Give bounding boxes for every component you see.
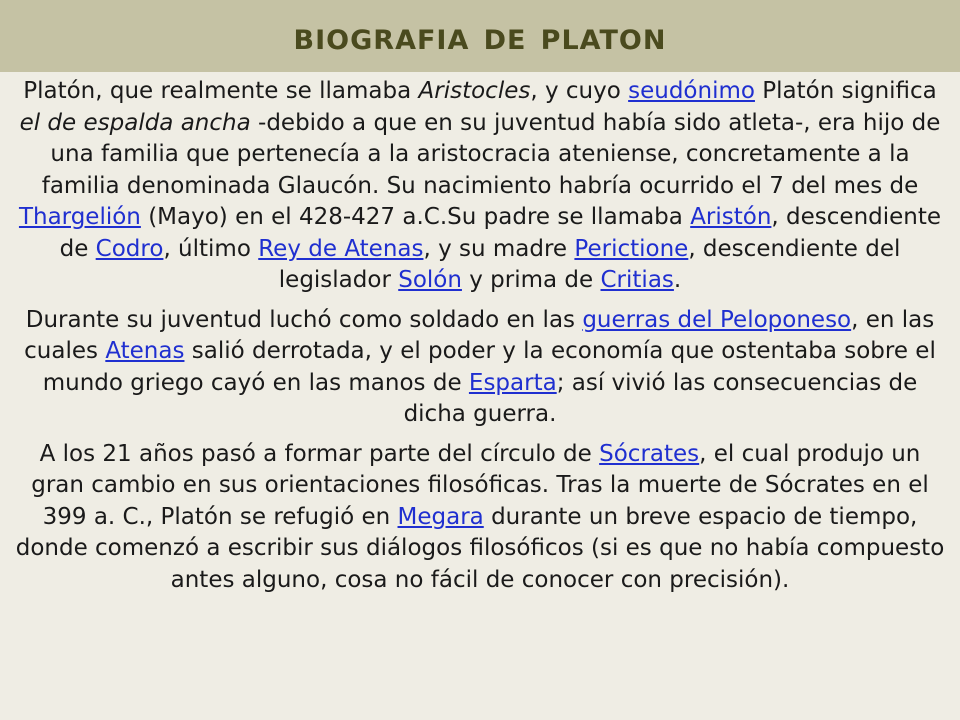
italic-text: Aristocles xyxy=(418,78,531,104)
paragraph-text: , el cual produjo un gran cambio en sus orientaciones filosóficas. Tras la muerte de Sócrates en el 399 a. C., Platón se refugió en xyxy=(31,440,929,530)
link-seudonimo[interactable]: seudónimo xyxy=(628,78,755,104)
paragraph-1 xyxy=(14,76,946,297)
slide-title: biografia de platon xyxy=(293,14,667,58)
link-esparta[interactable]: Esparta xyxy=(468,369,557,396)
link-ariston[interactable]: Aristón xyxy=(690,204,772,230)
paragraph-text: A los 21 años pasó a formar parte del círculo de xyxy=(39,440,600,467)
paragraph-text: Durante su juventud luchó como soldado en las xyxy=(25,306,583,333)
link-critias[interactable]: Critias xyxy=(600,267,674,293)
paragraph-text: , descendiente del legislador xyxy=(278,235,901,293)
link-thargelion[interactable]: Thargelión xyxy=(18,204,141,230)
link-atenas[interactable]: Atenas xyxy=(105,338,185,364)
paragraph-text: Platón, que realmente se llamaba xyxy=(23,78,419,104)
paragraph-text: . xyxy=(673,267,682,293)
paragraph-text: y prima de xyxy=(461,267,601,293)
paragraph-text: -debido a que en su juventud había sido atleta-, era hijo de una familia que pertenecía a la aristocracia ateniense, concretamente a la familia denominada Glaucón. Su nacimiento habría ocurrido el 7 del mes de xyxy=(41,109,941,199)
paragraph-text: (Mayo) en el 428-427 a.C.Su padre se llamaba xyxy=(140,204,691,230)
paragraph-text: , y su madre xyxy=(423,235,575,262)
paragraph-3 xyxy=(14,439,946,597)
link-codro[interactable]: Codro xyxy=(95,235,164,262)
link-megara[interactable]: Megara xyxy=(397,503,484,530)
paragraph-text: Platón significa xyxy=(754,78,937,104)
slide-body xyxy=(14,76,946,604)
paragraph-text: durante un breve espacio de tiempo, donde comenzó a escribir sus diálogos filosóficos (si es que no había compuesto antes alguno, cosa no fácil de conocer con precisión). xyxy=(15,503,945,593)
paragraph-text: , y cuyo xyxy=(530,78,629,104)
paragraph-text: salió derrotada, y el poder y la economía que ostentaba sobre el mundo griego cayó en las manos de xyxy=(42,338,936,396)
link-rey-de-atenas[interactable]: Rey de Atenas xyxy=(258,235,424,262)
paragraph-text: , último xyxy=(163,235,259,262)
title-bar xyxy=(0,0,960,72)
italic-text: el de espalda ancha xyxy=(19,109,251,136)
link-guerras-del-peloponeso[interactable]: guerras del Peloponeso xyxy=(582,306,852,333)
paragraph-2 xyxy=(14,305,946,431)
paragraph-text: , descendiente de xyxy=(59,204,942,262)
link-perictione[interactable]: Perictione xyxy=(574,235,689,262)
link-socrates[interactable]: Sócrates xyxy=(599,440,700,467)
paragraph-text: ; así vivió las consecuencias de dicha guerra. xyxy=(403,369,918,427)
paragraph-text: , en las cuales xyxy=(24,306,935,364)
link-solon[interactable]: Solón xyxy=(398,267,462,293)
